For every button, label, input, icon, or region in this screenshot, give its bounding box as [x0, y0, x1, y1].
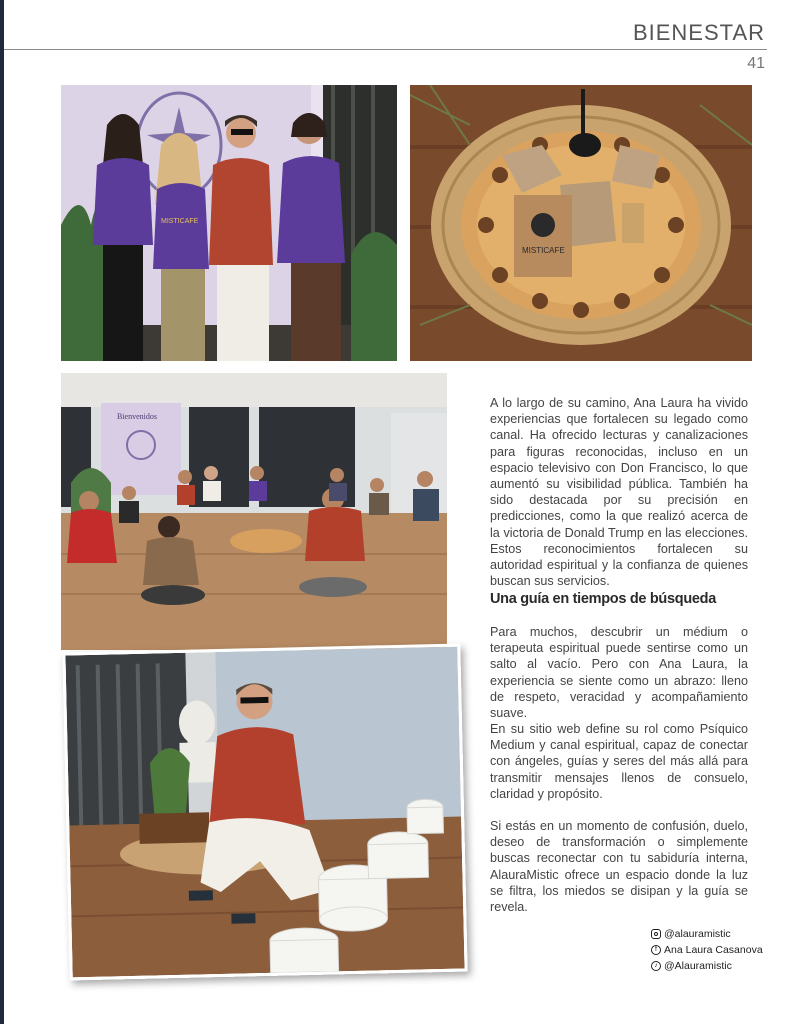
instagram-icon — [651, 929, 661, 939]
section-title: BIENESTAR — [632, 20, 765, 45]
facebook-icon: f — [651, 945, 661, 955]
photo-ana-laura-portrait — [62, 644, 467, 981]
bag-label: MISTICAFE — [522, 246, 565, 255]
social-instagram[interactable] — [651, 926, 763, 942]
article-subheading: Una guía en tiempos de búsqueda — [490, 591, 716, 607]
facebook-handle: Ana Laura Casanova — [664, 944, 763, 956]
social-tiktok[interactable] — [651, 958, 763, 974]
photo-ritual-altar — [410, 85, 752, 361]
page-number: 41 — [747, 55, 765, 72]
tiktok-icon: ♪ — [651, 961, 661, 971]
page-edge-bar — [0, 0, 4, 1024]
article-paragraph-3: En su sitio web define su rol como Psíquico Medium y canal espiritual, capaz de conectar con ángeles, guías y seres del más allá para transmitir mensajes llenos de consuelo, claridad y propósito. — [490, 722, 748, 801]
tiktok-handle: @Alauramistic — [664, 960, 732, 972]
circle-banner-text: Bienvenidos — [117, 412, 157, 421]
article-paragraph-1: A lo largo de su camino, Ana Laura ha vivido experiencias que fortalecen su legado como canal. Ha ofrecido lecturas y canalizaciones para figuras reconocidas, incluso en un espacio televisivo con Don Francisco, lo que aumentó su visibilidad pública. También ha sido destacada por su precisión en predicciones, como la que realizó acerca de la victoria de Donald Trump en las elecciones. Estos reconocimientos fortalecen su autoridad espiritual y la confianza de quienes buscan sus servicios. — [490, 396, 748, 589]
header-rule — [4, 49, 767, 50]
article-paragraph-2: Para muchos, descubrir un médium o terapeuta espiritual puede sentirse como un salto al vacío. Pero con Ana Laura, la experiencia se siente como un abrazo: lleno de respeto, veracidad y acompañamiento suave. — [490, 625, 748, 721]
team-shirt-text: MISTICAFE — [161, 218, 199, 225]
photo-team-group — [61, 85, 397, 361]
article-paragraph-4: Si estás en un momento de confusión, duelo, deseo de transformación o simplemente buscas reconectar con tu sabiduría interna, AlauraMistic ofrece un espacio donde la luz se filtra, los miedos se disipan y la guía se revela. — [490, 819, 748, 915]
photo-meditation-circle — [61, 373, 447, 650]
instagram-handle: @alauramistic — [664, 928, 731, 940]
social-links — [651, 926, 763, 974]
social-facebook[interactable] — [651, 942, 763, 958]
